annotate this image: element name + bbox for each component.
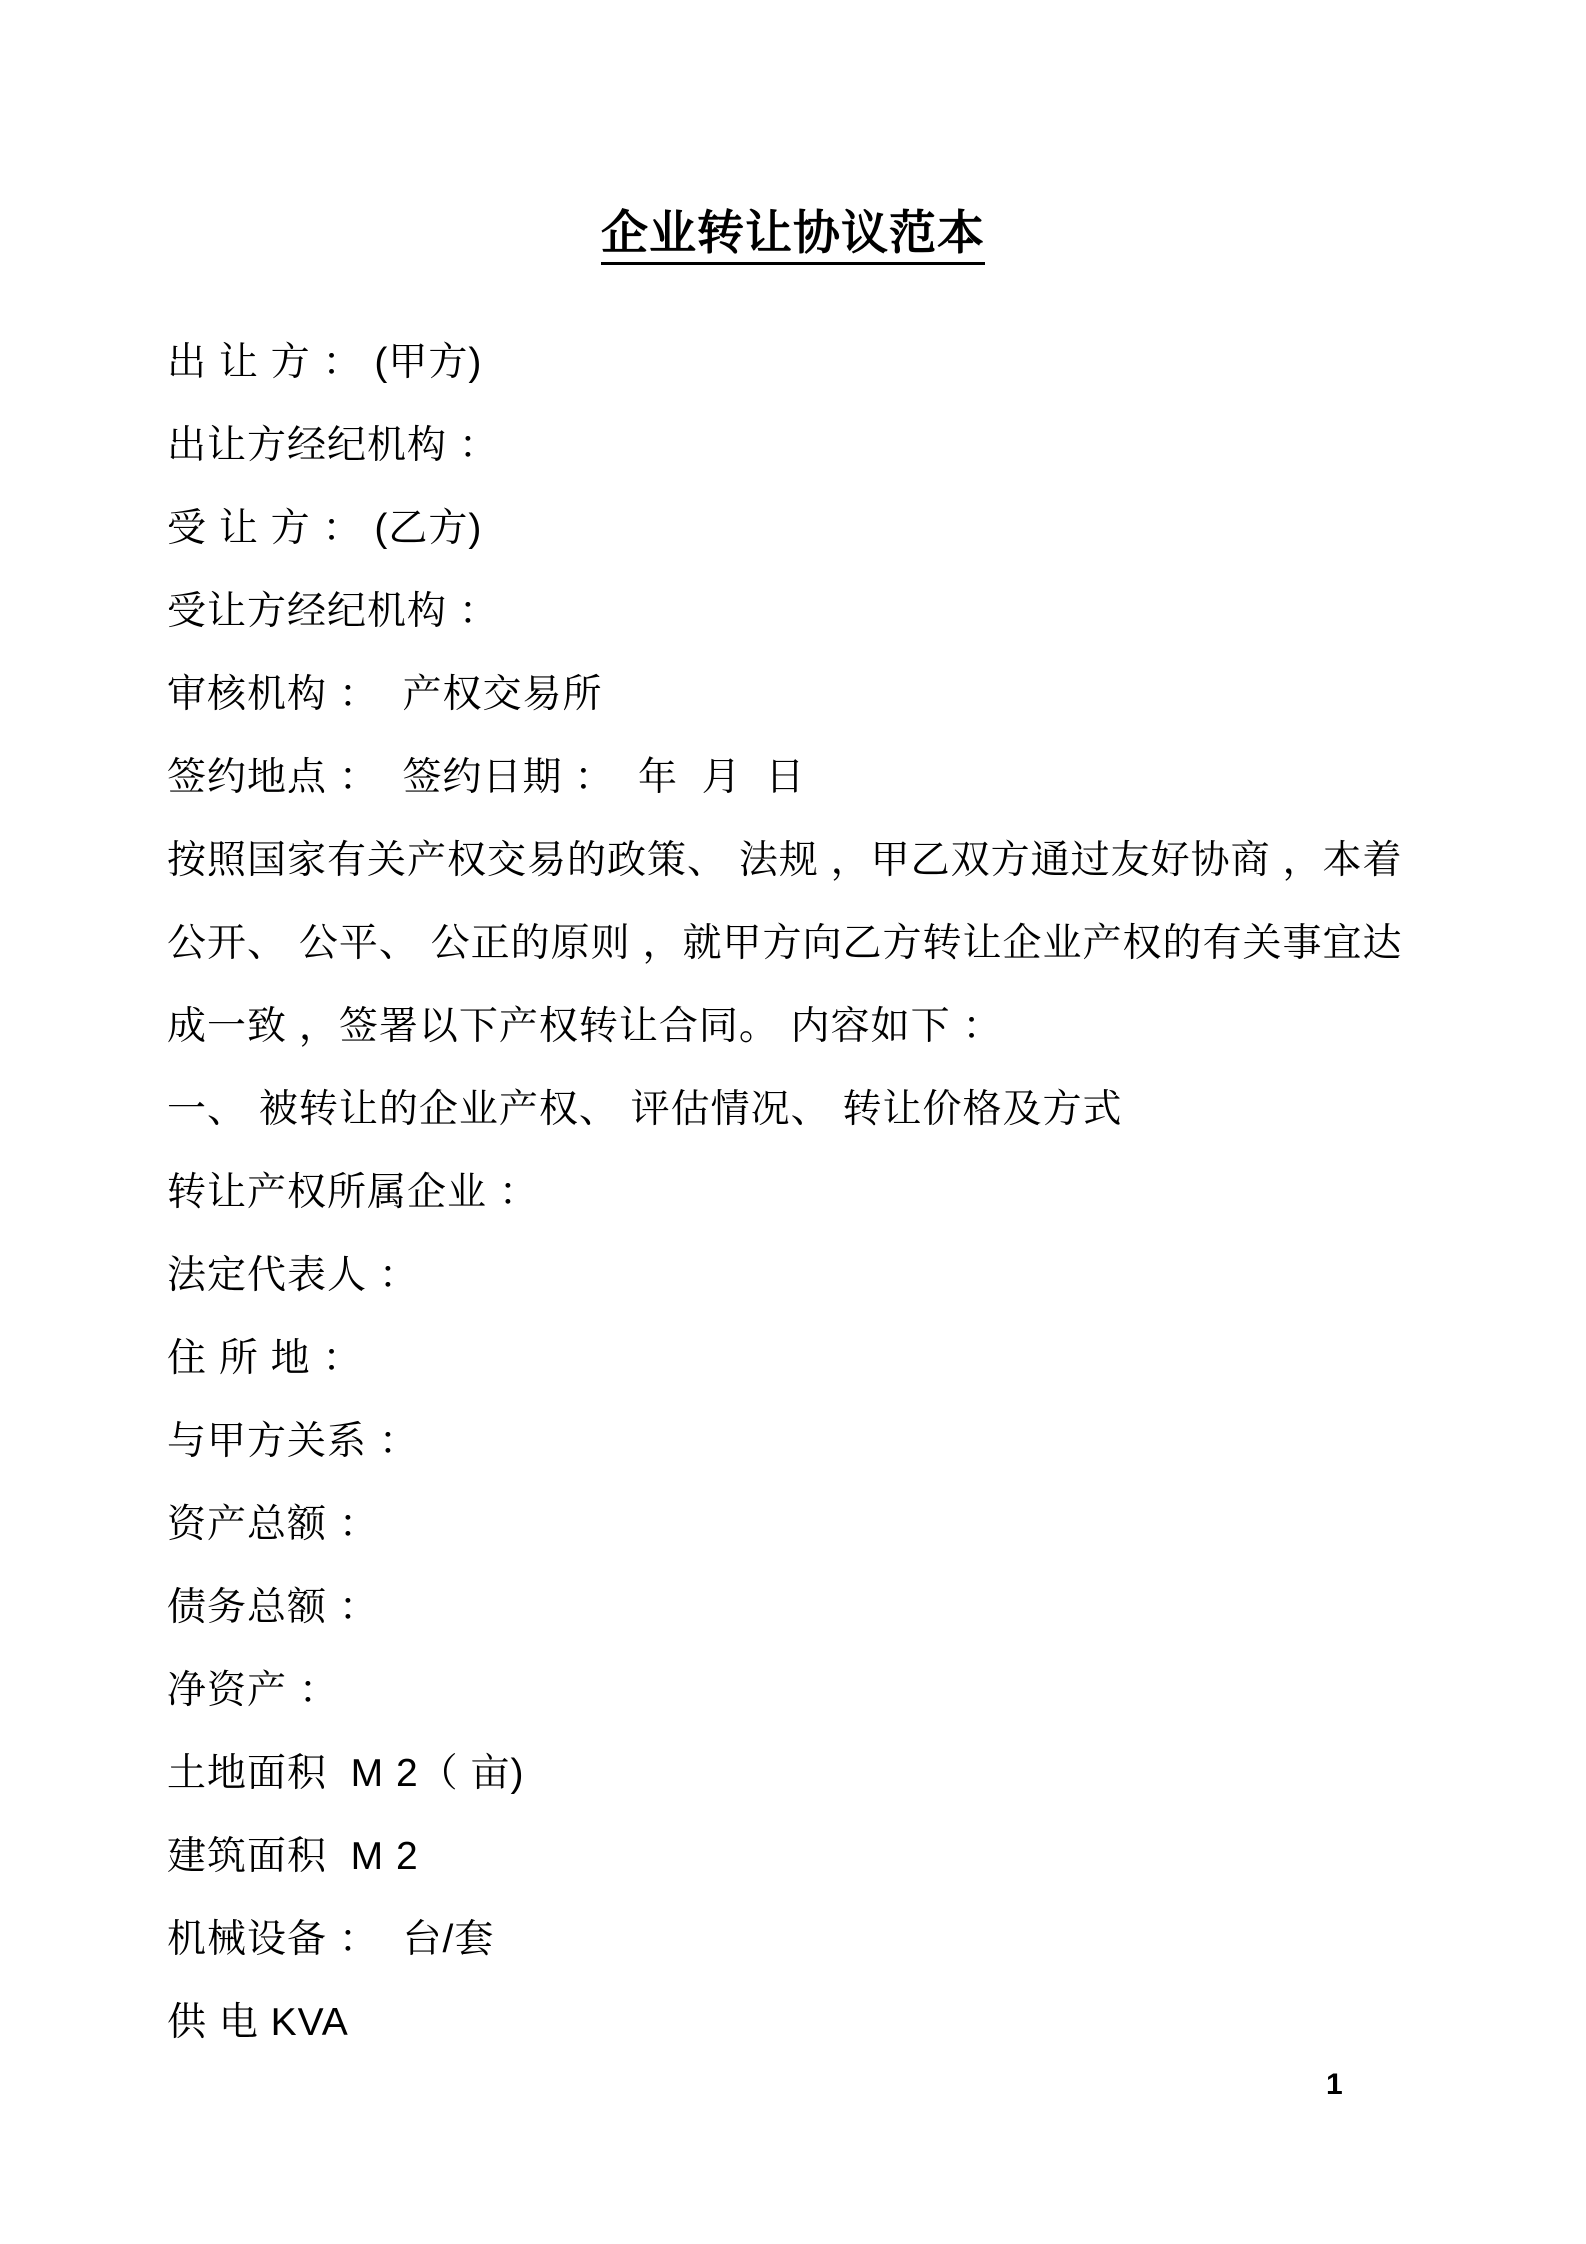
text-line: 按照国家有关产权交易的政策、 法规 ，甲乙双方通过友好协商 ，本着 [167,839,1403,882]
text-line: 机械设备 ： 台/套 [167,1918,495,1961]
document-body [167,321,1429,2064]
page-title-text: 企业转让协议范本 [601,206,985,265]
text-line: 资产总额 ： [167,1503,379,1546]
text-line: 法定代表人 ： [167,1254,419,1297]
text-line: 公开、 公平、 公正的原则 ，就甲方向乙方转让企业产权的有关事宜达 [167,922,1403,965]
text-line: 转让产权所属企业 ： [167,1171,539,1214]
text-line: 受让方经纪机构 ： [167,590,499,633]
text-line: 签约地点 ： 签约日期 ： 年 月 日 [167,756,806,799]
text-line: 住 所 地 ： [167,1337,363,1380]
page-title [0,196,1586,263]
text-line: 审核机构 ： 产权交易所 [167,673,603,716]
text-line: 建筑面积 M 2 [167,1835,419,1878]
text-line: 债务总额 ： [167,1586,379,1629]
text-line: 净资产 ： [167,1669,339,1712]
text-line: 一、 被转让的企业产权、 评估情况、 转让价格及方式 [167,1088,1123,1131]
text-line: 受 让 方 ： (乙方) [167,507,483,550]
text-line: 出让方经纪机构 ： [167,424,499,467]
text-line: 土地面积 M 2（ 亩) [167,1752,525,1795]
text-line: 出 让 方 ： (甲方) [167,341,483,384]
text-line: 供 电 KVA [167,2001,349,2044]
text-line: 与甲方关系 ： [167,1420,419,1463]
text-line: 成一致 ，签署以下产权转让合同。 内容如下 ： [167,1005,1003,1048]
page-number: 1 [1326,2068,1343,2101]
